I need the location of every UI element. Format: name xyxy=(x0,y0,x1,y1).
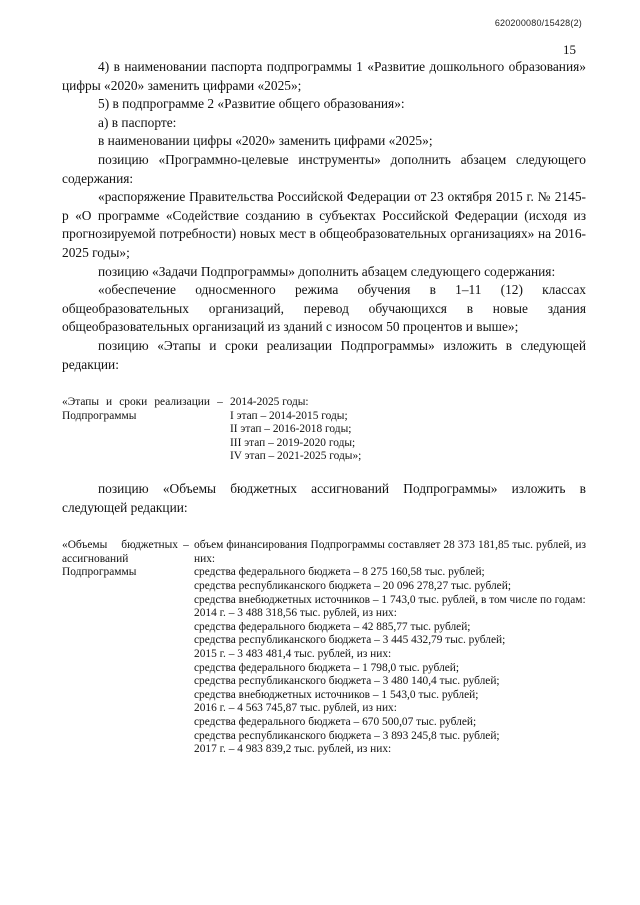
paragraph: позицию «Объемы бюджетных ассигнований Подпрограммы» изложить в следующей редакции: xyxy=(62,481,586,515)
budget-label: «Объемы бюджетных ассигнований Подпрограммы xyxy=(62,539,178,579)
budget-line: средства федерального бюджета – 42 885,77 тыс. рублей; xyxy=(194,620,471,633)
stage-line: 2014-2025 годы: xyxy=(230,396,309,409)
budget-table xyxy=(62,539,586,757)
budget-line: средства республиканского бюджета – 3 445 432,79 тыс. рублей; xyxy=(194,634,506,647)
budget-line: средства внебюджетных источников – 1 743,0 тыс. рублей, в том числе по годам: xyxy=(194,593,586,606)
budget-line: средства республиканского бюджета – 20 096 278,27 тыс. рублей; xyxy=(194,580,511,593)
stage-line: II этап – 2016-2018 годы; xyxy=(230,423,352,436)
paragraph: позицию «Программно-целевые инструменты» дополнить абзацем следующего содержания: xyxy=(62,151,586,186)
paragraph: «распоряжение Правительства Российской Федерации от 23 октября 2015 г. № 2145-р «О программе «Содействие созданию в субъектах Российской Федерации (исходя из прогнозируемой потребности) новых мест в общеобразовательных организациях» на 2016-2025 годы»; xyxy=(62,189,586,260)
stages-dash: – xyxy=(217,396,223,409)
stage-line: III этап – 2019-2020 годы; xyxy=(230,436,356,449)
budget-line: средства республиканского бюджета – 3 893 245,8 тыс. рублей; xyxy=(194,729,500,742)
paragraph: в наименовании цифры «2020» заменить цифрами «2025»; xyxy=(98,133,433,149)
budget-dash: – xyxy=(183,539,189,552)
page-number: 15 xyxy=(563,42,576,57)
stages-table xyxy=(62,396,586,464)
paragraph: 4) в наименовании паспорта подпрограммы 1 «Развитие дошкольного образования» цифры «2020» заменить цифрами «2025»; xyxy=(62,59,586,93)
budget-line: средства федерального бюджета – 8 275 160,58 тыс. рублей; xyxy=(194,566,485,579)
budget-line: средства республиканского бюджета – 3 480 140,4 тыс. рублей; xyxy=(194,675,500,688)
stages-values xyxy=(230,396,586,464)
budget-line: 2016 г. – 4 563 745,87 тыс. рублей, из них: xyxy=(194,702,397,715)
budget-line: 2014 г. – 3 488 318,56 тыс. рублей, из них: xyxy=(194,607,397,620)
paragraph: 5) в подпрограмме 2 «Развитие общего образования»: xyxy=(98,96,405,112)
stages-label: «Этапы и сроки реализации Подпрограммы xyxy=(62,396,210,422)
stage-line: IV этап – 2021-2025 годы»; xyxy=(230,450,362,463)
paragraph: позицию «Задачи Подпрограммы» дополнить абзацем следующего содержания: xyxy=(98,263,556,279)
budget-line: средства федерального бюджета – 1 798,0 тыс. рублей; xyxy=(194,661,460,674)
budget-line: 2015 г. – 3 483 481,4 тыс. рублей, из них: xyxy=(194,648,392,660)
budget-values xyxy=(194,539,586,757)
document-id: 620200080/15428(2) xyxy=(494,18,582,28)
budget-line: средства федерального бюджета – 670 500,07 тыс. рублей; xyxy=(194,715,477,728)
paragraph: позицию «Этапы и сроки реализации Подпрограммы» изложить в следующей редакции: xyxy=(62,337,586,372)
paragraph: а) в паспорте: xyxy=(98,114,177,130)
budget-line: объем финансирования Подпрограммы составляет 28 373 181,85 тыс. рублей, из них: xyxy=(194,539,586,565)
document-body xyxy=(62,58,586,757)
budget-line: средства внебюджетных источников – 1 543,0 тыс. рублей; xyxy=(194,688,479,701)
paragraph: «обеспечение односменного режима обучения в 1–11 (12) классах общеобразовательных организаций, перевод обучающихся в новые здания общеобразовательных организаций из зданий с износом 50 процентов и выше»; xyxy=(62,282,586,335)
budget-line: 2017 г. – 4 983 839,2 тыс. рублей, из них: xyxy=(194,743,392,756)
stage-line: I этап – 2014-2015 годы; xyxy=(230,409,348,422)
